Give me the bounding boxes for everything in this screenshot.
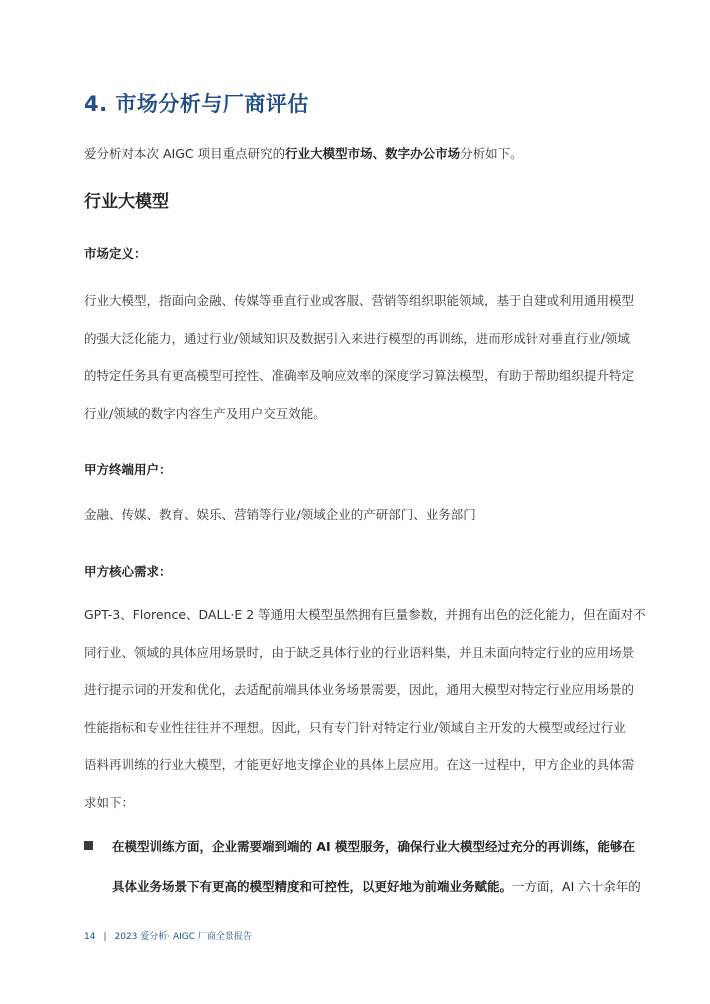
page-number: 14 (84, 932, 96, 942)
paragraph-line: GPT-3、Florence、DALL·E 2 等通用大模型虽然拥有巨量参数，并拥有出色的泛化能力，但在面对不 (84, 607, 646, 622)
market-definition-heading: 市场定义： (84, 246, 147, 261)
paragraph-line: 求如下： (84, 794, 135, 810)
end-users-paragraph (84, 506, 629, 544)
core-needs-paragraph (84, 606, 646, 831)
section-title: 4. 市场分析与厂商评估 (84, 92, 309, 116)
bullet-bold-text: 具体业务场景下有更高的模型精度和可控性，以更好地为前端业务赋能。 (112, 879, 513, 894)
paragraph-line: 行业大模型，指面向金融、传媒等垂直行业或客服、营销等组织职能领域，基于自建或利用通用模型 (84, 293, 635, 308)
footer-separator: | (103, 932, 107, 942)
paragraph-line: 的强大泛化能力，通过行业/领域知识及数据引入来进行模型的再训练，进而形成针对垂直行业/领域 (84, 330, 630, 346)
paragraph-line: 进行提示词的开发和优化，去适配前端具体业务场景需要，因此，通用大模型对特定行业应用场景的 (84, 682, 635, 697)
intro-paragraph (84, 144, 523, 162)
end-users-heading: 甲方终端用户： (84, 462, 172, 477)
paragraph-line: 性能指标和专业性往往并不理想。因此，只有专门针对特定行业/领域自主开发的大模型或经过行业 (84, 719, 626, 735)
paragraph-line: 金融、传媒、教育、娱乐、营销等行业/领域企业的产研部门、业务部门 (84, 507, 476, 522)
core-needs-heading: 甲方核心需求： (84, 564, 172, 579)
paragraph-line: 的特定任务具有更高模型可控性、准确率及响应效率的深度学习算法模型，有助于帮助组织提升特定 (84, 368, 635, 383)
page-footer (84, 929, 252, 942)
intro-text-post: 分析如下。 (460, 146, 523, 161)
paragraph-line: 同行业、领域的具体应用场景时，由于缺乏具体行业的行业语料集，并且未面向特定行业的应用场景 (84, 644, 635, 660)
bullet-text (112, 838, 641, 918)
intro-text-bold: 行业大模型市场、数字办公市场 (285, 146, 461, 161)
paragraph-line: 行业/领域的数字内容生产及用户交互效能。 (84, 405, 326, 421)
bullet-line (112, 838, 636, 878)
market-definition-paragraph (84, 292, 635, 442)
intro-text-pre: 爱分析对本次 AIGC 项目重点研究的 (84, 146, 286, 161)
bullet-line (112, 878, 641, 918)
subsection-title: 行业大模型 (84, 192, 169, 212)
paragraph-line: 语料再训练的行业大模型，才能更好地支撑企业的具体上层应用。在这一过程中，甲方企业的具体需 (84, 757, 635, 772)
report-title: 2023 爱分析· AIGC 厂商全景报告 (114, 932, 252, 942)
bullet-bold-text: 在模型训练方面，企业需要端到端的 AI 模型服务，确保行业大模型经过充分的再训练，能够在 (112, 839, 636, 854)
bullet-regular-text: 一方面，AI 六十余年的 (512, 879, 641, 894)
square-bullet-icon (84, 841, 93, 850)
